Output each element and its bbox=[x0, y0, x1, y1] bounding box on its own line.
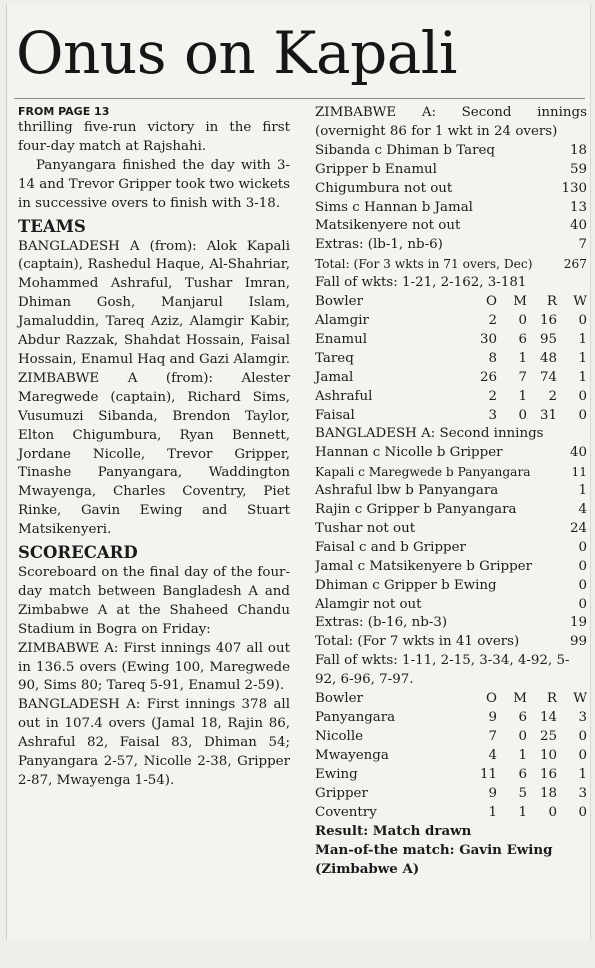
zimbabwe-squad: ZIMBABWE A (from): Alester Maregwede (captain), Richard Sims, Vusumuzi Sibanda, Brendon Taylor, Elton Chigumbura, Ryan Bennett, Jordane Nicolle, Trevor Gripper, Tinashe Panyangara, Waddington Mwayenga, Charles Coventry, Piet Rinke, Gavin Ewing and Stuart Matsikenyeri. bbox=[18, 370, 290, 538]
runs: 10 bbox=[539, 747, 557, 763]
batting-row bbox=[315, 444, 587, 463]
runs: 2 bbox=[548, 388, 557, 404]
runs: 40 bbox=[569, 445, 587, 461]
overs: 26 bbox=[479, 369, 497, 385]
batsman: Kapali c Maregwede b Panyangara bbox=[315, 465, 531, 480]
bowling-row bbox=[315, 369, 587, 388]
total-row bbox=[315, 633, 587, 652]
bowler: Jamal bbox=[315, 369, 354, 385]
batting-row bbox=[315, 577, 587, 596]
bowling-header bbox=[315, 690, 587, 709]
runs: 0 bbox=[578, 596, 587, 612]
extras-label: Extras: (b-16, nb-3) bbox=[315, 615, 448, 631]
bowling-row bbox=[315, 747, 587, 766]
batting-row bbox=[315, 558, 587, 577]
scorecard-heading: SCORECARD bbox=[18, 543, 138, 563]
bowler: Ashraful bbox=[315, 388, 373, 404]
batsman: Jamal c Matsikenyere b Gripper bbox=[315, 558, 532, 574]
headline-rule bbox=[14, 98, 585, 99]
right-column bbox=[315, 104, 587, 879]
wickets: 0 bbox=[578, 312, 587, 328]
extras-label: Extras: (lb-1, nb-6) bbox=[315, 237, 443, 253]
bowling-row bbox=[315, 407, 587, 426]
batting-row bbox=[315, 180, 587, 199]
bangladesh-fall-of-wickets: Fall of wkts: 1-11, 2-15, 3-34, 4-92, 5-92, 6-96, 7-97. bbox=[315, 653, 570, 688]
overs: 8 bbox=[488, 350, 497, 366]
maidens: 0 bbox=[518, 312, 527, 328]
left-column bbox=[18, 104, 290, 791]
batsman: Dhiman c Gripper b Ewing bbox=[315, 577, 497, 593]
zimbabwe-batting bbox=[315, 142, 587, 274]
batsman: Ashraful lbw b Panyangara bbox=[315, 483, 499, 499]
total-row bbox=[315, 255, 587, 274]
headline: Onus on Kapali bbox=[16, 19, 457, 87]
bowling-row bbox=[315, 728, 587, 747]
extras-value: 19 bbox=[569, 615, 587, 631]
runs: 25 bbox=[539, 728, 557, 744]
batting-row bbox=[315, 501, 587, 520]
wickets: 0 bbox=[578, 728, 587, 744]
wickets: 0 bbox=[578, 747, 587, 763]
bowler: Coventry bbox=[315, 804, 377, 820]
runs: 40 bbox=[569, 218, 587, 234]
batsman: Chigumbura not out bbox=[315, 180, 453, 196]
overs: 11 bbox=[479, 766, 497, 782]
runs: 74 bbox=[539, 369, 557, 385]
runs: 0 bbox=[548, 804, 557, 820]
kicker: FROM PAGE 13 bbox=[18, 105, 110, 118]
batting-row bbox=[315, 520, 587, 539]
runs: 24 bbox=[569, 520, 587, 536]
batsman: Tushar not out bbox=[315, 520, 416, 536]
maidens: 1 bbox=[518, 804, 527, 820]
bowler: Ewing bbox=[315, 766, 358, 782]
overs: 4 bbox=[488, 747, 497, 763]
maidens-header: M bbox=[513, 691, 527, 707]
runs: 59 bbox=[569, 161, 587, 177]
extras-row bbox=[315, 614, 587, 633]
overs: 30 bbox=[479, 331, 497, 347]
maidens: 0 bbox=[518, 407, 527, 423]
bangladesh-squad: BANGLADESH A (from): Alok Kapali (captain), Rashedul Haque, Al-Shahriar, Mohammed Ashraful, Tushar Imran, Dhiman Gosh, Manjarul Islam, Jamaluddin, Tareq Aziz, Alamgir Kabir, Abdur Razzak, Shahdat Hossain, Faisal Hossain, Enamul Haq and Gazi Alamgir. bbox=[18, 238, 291, 367]
total-value: 267 bbox=[563, 257, 587, 272]
batsman: Sibanda c Dhiman b Tareq bbox=[315, 142, 496, 158]
bowler: Enamul bbox=[315, 331, 367, 347]
maidens: 1 bbox=[518, 388, 527, 404]
overs: 9 bbox=[488, 710, 497, 725]
batsman: Alamgir not out bbox=[315, 596, 422, 612]
overs: 7 bbox=[488, 728, 497, 744]
runs: 14 bbox=[539, 710, 557, 725]
maidens: 5 bbox=[518, 785, 527, 801]
bowling-row bbox=[315, 312, 587, 331]
bowling-row bbox=[315, 766, 587, 785]
runs: 31 bbox=[539, 407, 557, 423]
maidens: 6 bbox=[518, 710, 527, 725]
bowler-header: Bowler bbox=[315, 294, 363, 310]
bowling-row bbox=[315, 388, 587, 407]
bowling-row bbox=[315, 331, 587, 350]
bowler: Faisal bbox=[315, 407, 355, 423]
runs: 0 bbox=[578, 558, 587, 574]
batting-row bbox=[315, 217, 587, 236]
bowler: Alamgir bbox=[315, 312, 369, 328]
overs-header: O bbox=[486, 294, 497, 310]
maidens-header: M bbox=[513, 294, 527, 310]
batting-row bbox=[315, 539, 587, 558]
runs: 95 bbox=[539, 331, 557, 347]
bangladesh-bowling bbox=[315, 690, 587, 822]
zimbabwe-second-innings-heading: ZIMBABWE A: Second innings (overnight 86 for 1 wkt in 24 overs) bbox=[315, 105, 587, 139]
runs: 0 bbox=[578, 577, 587, 593]
wickets: 1 bbox=[578, 350, 587, 366]
extras-value: 7 bbox=[578, 237, 587, 253]
wickets-header: W bbox=[573, 691, 587, 707]
bowler: Gripper bbox=[315, 785, 368, 801]
wickets: 0 bbox=[578, 388, 587, 404]
runs: 13 bbox=[569, 199, 587, 215]
runs: 18 bbox=[569, 142, 587, 158]
runs: 16 bbox=[539, 312, 557, 328]
bowling-row bbox=[315, 709, 587, 728]
zimbabwe-bowling bbox=[315, 293, 587, 425]
zimbabwe-first-innings: ZIMBABWE A: First innings 407 all out in 136.5 overs (Ewing 100, Maregwede 90, Sims 80; Tareq 5-91, Enamul 2-59). bbox=[18, 640, 290, 694]
overs: 1 bbox=[488, 804, 497, 820]
batting-row bbox=[315, 161, 587, 180]
wickets: 0 bbox=[578, 407, 587, 423]
man-of-the-match: Man-of-the match: Gavin Ewing (Zimbabwe A) bbox=[315, 842, 553, 878]
batting-row bbox=[315, 463, 587, 482]
bowler: Nicolle bbox=[315, 728, 364, 744]
batting-row bbox=[315, 596, 587, 615]
overs: 9 bbox=[488, 785, 497, 801]
runs: 1 bbox=[578, 483, 587, 499]
batsman: Sims c Hannan b Jamal bbox=[315, 199, 473, 215]
maidens: 0 bbox=[518, 728, 527, 744]
batsman: Hannan c Nicolle b Gripper bbox=[315, 445, 503, 461]
batsman: Rajin c Gripper b Panyangara bbox=[315, 502, 517, 518]
maidens: 6 bbox=[518, 331, 527, 347]
bowler-header: Bowler bbox=[315, 691, 363, 707]
bowler: Mwayenga bbox=[315, 747, 389, 763]
runs-header: R bbox=[546, 691, 557, 707]
maidens: 6 bbox=[518, 766, 527, 782]
total-value: 99 bbox=[569, 634, 587, 650]
match-result: Result: Match drawn bbox=[315, 823, 472, 840]
batsman: Faisal c and b Gripper bbox=[315, 539, 466, 555]
bowling-row bbox=[315, 804, 587, 823]
bowler: Panyangara bbox=[315, 710, 396, 725]
maidens: 1 bbox=[518, 350, 527, 366]
runs: 11 bbox=[571, 465, 587, 480]
bowling-row bbox=[315, 785, 587, 804]
batting-row bbox=[315, 482, 587, 501]
runs: 0 bbox=[578, 539, 587, 555]
teams-heading: TEAMS bbox=[18, 216, 86, 236]
batting-row bbox=[315, 199, 587, 218]
runs: 16 bbox=[539, 766, 557, 782]
extras-row bbox=[315, 236, 587, 255]
overs-header: O bbox=[486, 691, 497, 707]
runs-header: R bbox=[546, 294, 557, 310]
overs: 3 bbox=[488, 407, 497, 423]
bangladesh-batting bbox=[315, 444, 587, 652]
runs: 130 bbox=[561, 180, 587, 196]
wickets: 0 bbox=[578, 804, 587, 820]
runs: 4 bbox=[578, 502, 587, 518]
maidens: 7 bbox=[518, 369, 527, 385]
bowling-header bbox=[315, 293, 587, 312]
bowling-row bbox=[315, 350, 587, 369]
wickets-header: W bbox=[573, 294, 587, 310]
runs: 48 bbox=[539, 350, 557, 366]
total-label: Total: (For 7 wkts in 41 overs) bbox=[315, 634, 520, 650]
wickets: 3 bbox=[578, 785, 587, 801]
bowler: Tareq bbox=[315, 350, 354, 366]
zimbabwe-fall-of-wickets: Fall of wkts: 1-21, 2-162, 3-181 bbox=[315, 275, 527, 291]
total-label: Total: (For 3 wkts in 71 overs, Dec) bbox=[315, 257, 533, 272]
wickets: 1 bbox=[578, 766, 587, 782]
maidens: 1 bbox=[518, 747, 527, 763]
batsman: Gripper b Enamul bbox=[315, 161, 437, 177]
runs: 18 bbox=[539, 785, 557, 801]
overs: 2 bbox=[488, 388, 497, 404]
scorecard-intro: Scoreboard on the final day of the four-day match between Bangladesh A and Zimbabwe A at the Shaheed Chandu Stadium in Bogra on Friday: bbox=[18, 565, 290, 637]
wickets: 1 bbox=[578, 369, 587, 385]
wickets: 3 bbox=[578, 710, 587, 725]
intro-paragraph-2: Panyangara finished the day with 3-14 and Trevor Gripper took two wickets in successive overs to finish with 3-18. bbox=[18, 157, 290, 211]
bangladesh-second-innings-heading: BANGLADESH A: Second innings bbox=[315, 426, 544, 442]
batting-row bbox=[315, 142, 587, 161]
intro-paragraph-1: thrilling five-run victory in the first four-day match at Rajshahi. bbox=[18, 120, 290, 154]
wickets: 1 bbox=[578, 331, 587, 347]
overs: 2 bbox=[488, 312, 497, 328]
batsman: Matsikenyere not out bbox=[315, 218, 461, 234]
bangladesh-first-innings: BANGLADESH A: First innings 378 all out in 107.4 overs (Jamal 18, Rajin 86, Ashraful 82, Faisal 83, Dhiman 54; Panyangara 2-57, Nicolle 2-38, Gripper 2-87, Mwayenga 1-54). bbox=[18, 697, 290, 788]
